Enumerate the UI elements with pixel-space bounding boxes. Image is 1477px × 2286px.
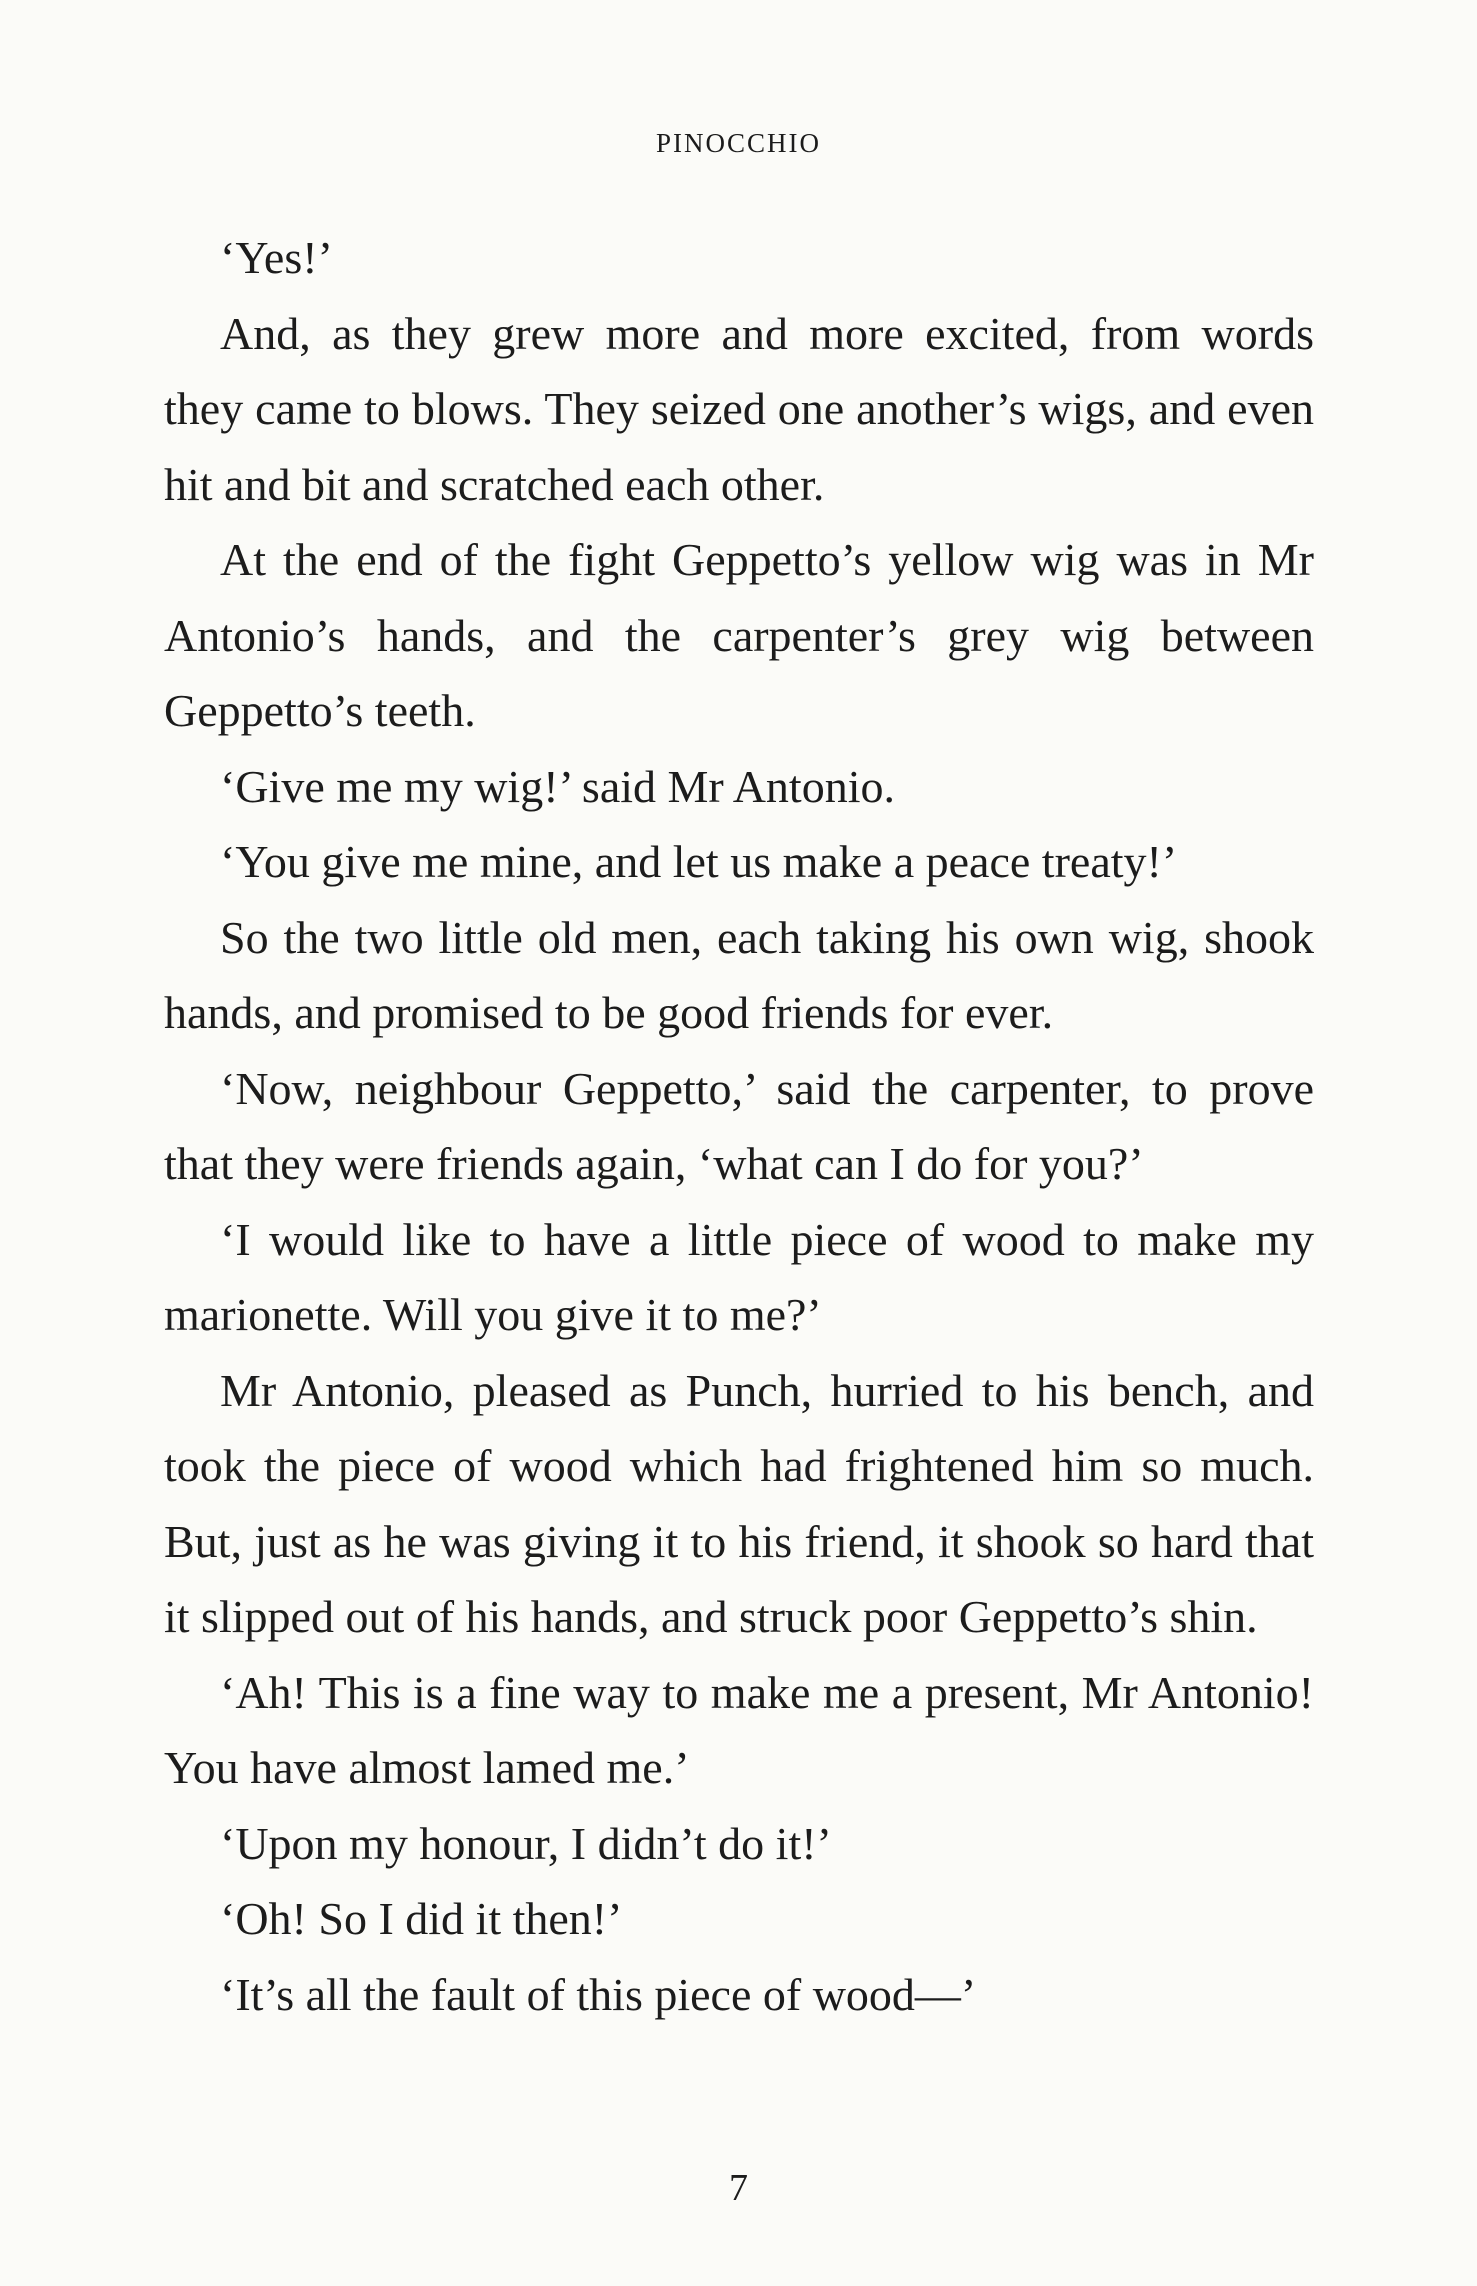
paragraph: ‘Give me my wig!’ said Mr Antonio. <box>220 760 895 812</box>
paragraph: And, as they grew more and more excited, from words they came to blows. They seized one another’s wigs, and even hit and bit and scratched each other. <box>164 307 1314 510</box>
running-head: PINOCCHIO <box>655 128 821 158</box>
paragraph: At the end of the fight Geppetto’s yellow wig was in Mr Antonio’s hands, and the carpenter’s grey wig between Geppetto’s teeth. <box>164 534 1314 736</box>
paragraph: ‘Now, neighbour Geppetto,’ said the carpenter, to prove that they were friends again, ‘what can I do for you?’ <box>164 1062 1314 1189</box>
paragraph: So the two little old men, each taking his own wig, shook hands, and promised to be good friends for ever. <box>164 911 1314 1038</box>
page-number: 7 <box>729 2167 748 2209</box>
paragraph: ‘Yes!’ <box>220 232 333 283</box>
paragraph: ‘It’s all the fault of this piece of wood—’ <box>220 1968 977 2020</box>
paragraph: ‘Oh! So I did it then!’ <box>220 1893 623 1944</box>
paragraph: ‘I would like to have a little piece of wood to make my marionette. Will you give it to me?’ <box>164 1213 1314 1340</box>
paragraph: ‘Upon my honour, I didn’t do it!’ <box>220 1817 832 1869</box>
paragraph: ‘Ah! This is a fine way to make me a present, Mr Antonio! You have almost lamed me.’ <box>164 1666 1314 1793</box>
body-text <box>164 220 1314 2032</box>
paragraph: ‘You give me mine, and let us make a peace treaty!’ <box>220 836 1178 887</box>
paragraph: Mr Antonio, pleased as Punch, hurried to his bench, and took the piece of wood which had frightened him so much. But, just as he was giving it to his friend, it shook so hard that it slipped out of his hands, and struck poor Geppetto’s shin. <box>164 1364 1314 1642</box>
